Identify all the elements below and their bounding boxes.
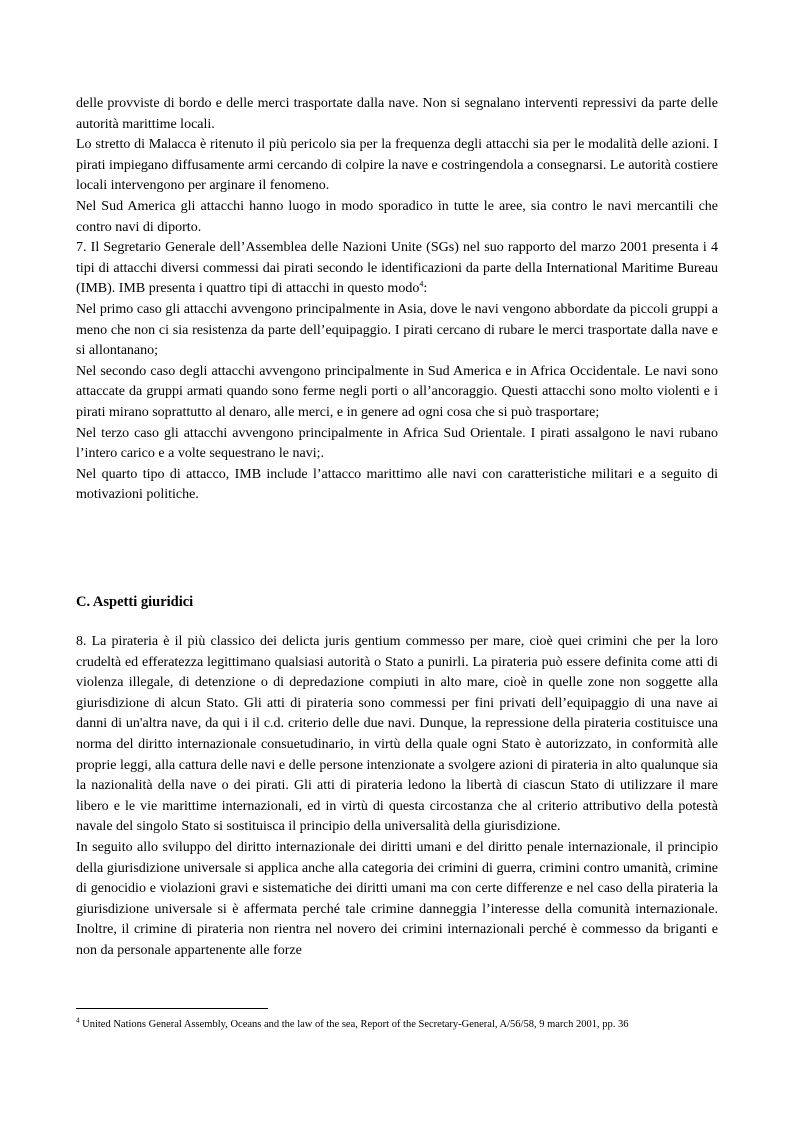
paragraph: In seguito allo sviluppo del diritto internazionale dei diritti umani e del diritto penale internazionale, il principio della giurisdizione universale si applica anche alla categoria dei crimini di guerra, crimini contro umanità, crimine di genocidio e violazioni gravi e sistematiche dei diritti umani ma con certe differenze e nel caso della pirateria la giurisdizione universale si è affermata perché tale crimine danneggia l’interesse della comunità internazionale. Inoltre, il crimine di pirateria non rientra nel novero dei crimini internazionali perché è commesso da briganti e non da personale appartenente alle forze	[76, 839, 718, 958]
body-text-bottom	[76, 632, 718, 962]
section-heading: C. Aspetti giuridici	[76, 594, 194, 610]
paragraph: Lo stretto di Malacca è ritenuto il più pericolo sia per la frequenza degli attacchi sia per le modalità delle azioni. I pirati impiegano diffusamente armi cercando di colpire la nave e costringendola a consegnarsi. Le autorità costiere locali intervengono per arginare il fenomeno.	[76, 137, 718, 194]
paragraph: Nel quarto tipo di attacco, IMB include l’attacco marittimo alle navi con caratteristiche militari e a seguito di motivazioni politiche.	[76, 466, 718, 503]
footnote	[76, 1017, 718, 1033]
paragraph-7-colon: :	[423, 281, 428, 297]
paragraph: Nel terzo caso gli attacchi avvengono principalmente in Africa Sud Orientale. I pirati assalgono le navi rubano l’intero carico e a volte sequestrano le navi;.	[76, 425, 718, 462]
paragraph: delle provviste di bordo e delle merci trasportate dalla nave. Non si segnalano interventi repressivi da parte delle autorità marittime locali.	[76, 96, 718, 132]
paragraph: Nel secondo caso degli attacchi avvengono principalmente in Sud America e in Africa Occidentale. Le navi sono attaccate da gruppi armati quando sono ferme negli porti o all’ancoraggio. Questi attacchi sono molto violenti e i pirati mirano soprattutto al denaro, alle merci, e in genere ad ogni cosa che si può trasportare;	[76, 363, 718, 420]
paragraph: Nel primo caso gli attacchi avvengono principalmente in Asia, dove le navi vengono abbordate da piccoli gruppi a meno che non ci sia resistenza da parte dell’equipaggio. I pirati cercano di rubare le merci trasportate dalla nave e si allontanano;	[76, 301, 718, 359]
footnote-text: United Nations General Assembly, Oceans and the law of the sea, Report of the Secretary-General, A/56/58, 9 march 2001, pp. 36	[79, 1019, 629, 1030]
footnote-reference[interactable]: 4	[419, 279, 424, 289]
footnote-number: 4	[76, 1016, 80, 1025]
paragraph: 8. La pirateria è il più classico dei delicta juris gentium commesso per mare, cioè quei crimini che per la loro crudeltà ed efferatezza legittimano qualsiasi autorità o Stato a punirli. La pirateria può essere definita come atti di violenza illegale, di detenzione o di depredazione compiuti in alto mare, cioè in quelle zone non soggette alla giurisdizione di alcun Stato. Gli atti di pirateria sono commessi per fini privati dell’equipaggio di una nave ai danni di un'altra nave, da qui i il c.d. criterio delle due navi. Dunque, la repressione della pirateria costituisce una norma del diritto internazionale consuetudinario, in virtù della quale ogni Stato è autorizzato, in conformità alle proprie leggi, alla cattura delle navi e delle persone intenzionate a svolgere azioni di pirateria in alto qualunque sia la nazionalità della nave o dei pirati. Gli atti di pirateria ledono la libertà di ciascun Stato di utilizzare il mare libero e le vie marittime internazionali, ed in virtù di questa circostanza che al criterio attributivo della potestà navale del singolo Stato si sostituisca il principio della universalità della giurisdizione.	[76, 634, 718, 835]
paragraph: Nel Sud America gli attacchi hanno luogo in modo sporadico in tutte le aree, sia contro le navi mercantili che contro navi di diporto.	[76, 198, 718, 235]
footnote-separator	[76, 1008, 268, 1009]
paragraph-7-text: 7. Il Segretario Generale dell’Assemblea delle Nazioni Unite (SGs) nel suo rapporto del marzo 2001 presenta i 4 tipi di attacchi diversi commessi dai pirati secondo le identificazioni da parte della International Maritime Bureau (IMB). IMB presenta i quattro tipi di attacchi in questo modo	[76, 240, 718, 297]
body-text-top	[76, 94, 718, 506]
paragraph-7	[76, 238, 718, 300]
